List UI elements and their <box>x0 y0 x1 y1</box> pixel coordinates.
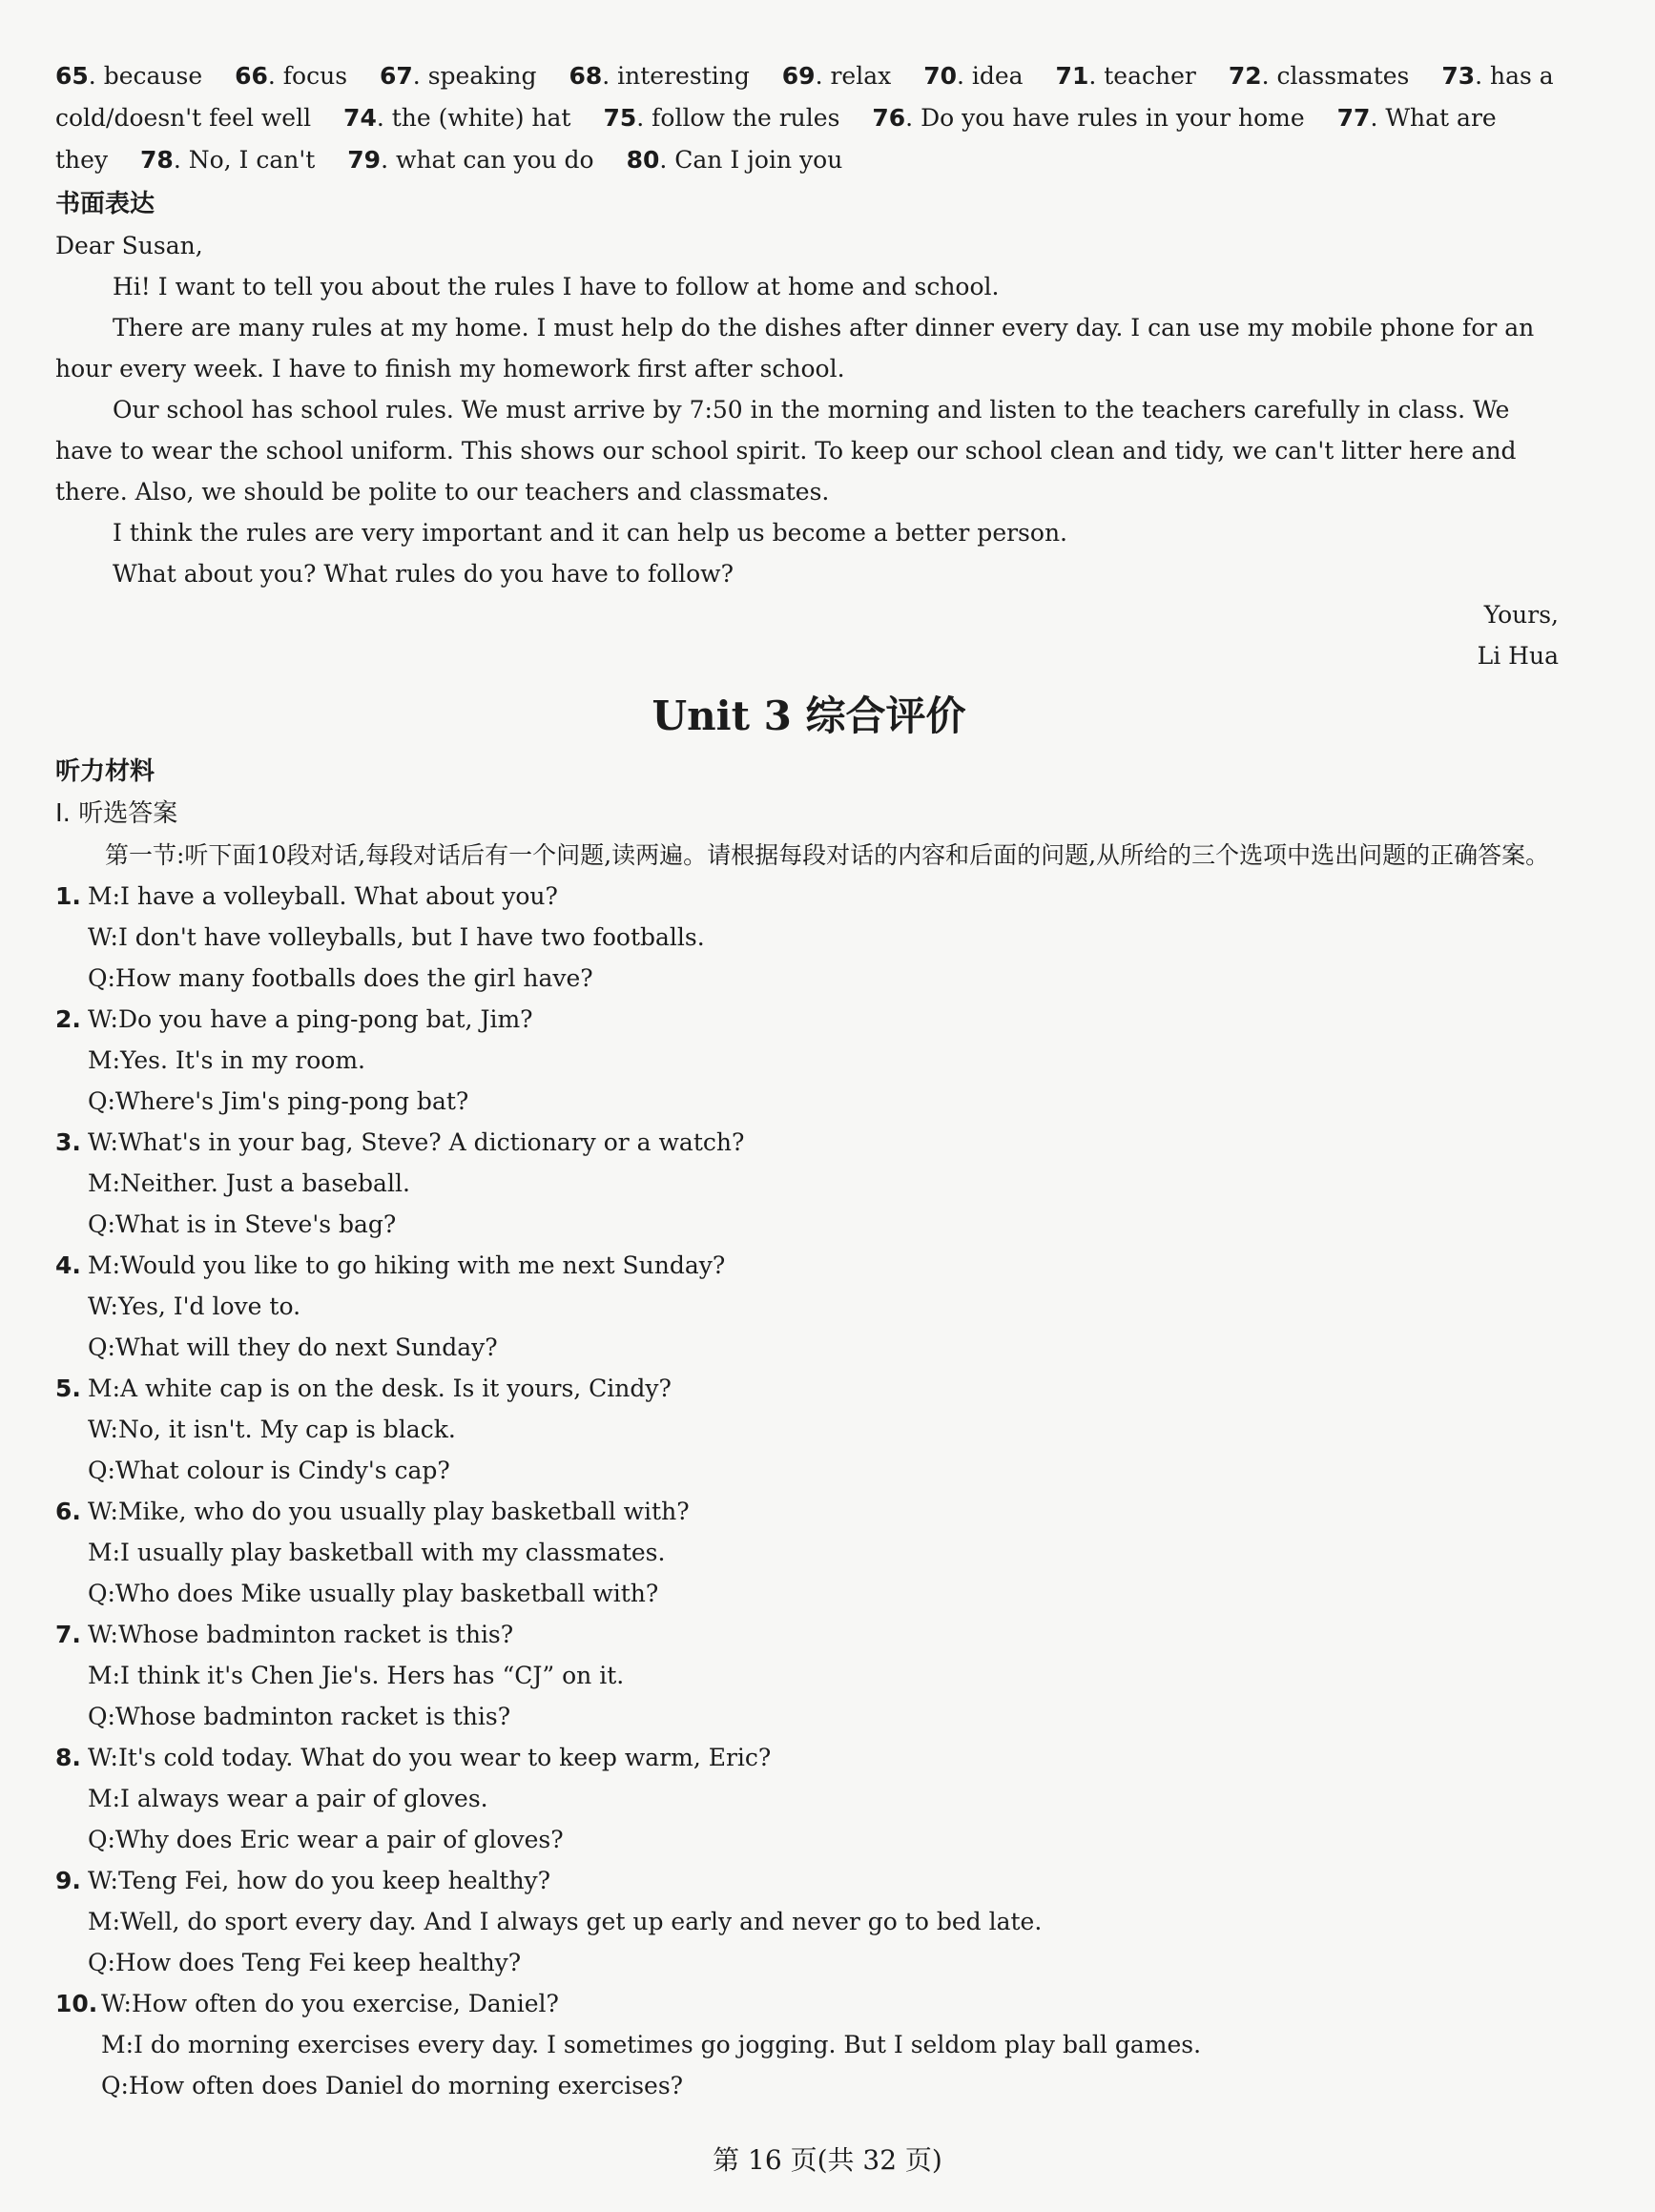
dialogue-question: Q:What colour is Cindy's cap? <box>88 1457 450 1484</box>
dialogue-number: 10. <box>55 1990 98 2017</box>
answer-item: 79. what can you do <box>347 146 594 174</box>
dialogue-line: M:Yes. It's in my room. <box>88 1046 365 1074</box>
answer-item: 65. because <box>55 62 203 90</box>
letter-salutation: Dear Susan, <box>55 232 203 259</box>
dialogue-line: M:I think it's Chen Jie's. Hers has “CJ” on it. <box>88 1662 625 1689</box>
dialogue-line: M:Well, do sport every day. And I always get up early and never go to bed late. <box>88 1908 1043 1935</box>
answer-item: 70. idea <box>923 62 1024 90</box>
dialogue-line: W:No, it isn't. My cap is black. <box>88 1416 456 1443</box>
answer-item: 66. focus <box>235 62 348 90</box>
dialogue-question: Q:Whose badminton racket is this? <box>88 1703 511 1730</box>
dialogue <box>55 1122 1562 1245</box>
answer-item: 71. teacher <box>1055 62 1196 90</box>
dialogue-number: 8. <box>55 1744 81 1771</box>
answer-item: 78. No, I can't <box>140 146 316 174</box>
letter-signature: Li Hua <box>1477 642 1559 670</box>
answer-item: 75. follow the rules <box>603 104 840 132</box>
dialogue-question: Q:What will they do next Sunday? <box>88 1333 498 1361</box>
dialogue-number: 1. <box>55 882 81 910</box>
letter-paragraph: I think the rules are very important and it can help us become a better person. <box>113 519 1067 547</box>
dialogue-question: Q:Where's Jim's ping-pong bat? <box>88 1087 469 1115</box>
dialogue-question: Q:How many footballs does the girl have? <box>88 964 593 992</box>
dialogue-number: 7. <box>55 1621 81 1648</box>
dialogue-line: M:Neither. Just a baseball. <box>88 1169 410 1197</box>
dialogue-line: M:I usually play basketball with my classmates. <box>88 1539 666 1566</box>
dialogue <box>55 1614 1562 1737</box>
dialogue-line: 6. W:Mike, who do you usually play basketball with? <box>55 1491 1562 1532</box>
dialogue-number: 4. <box>55 1251 81 1279</box>
writing-heading: 书面表达 <box>55 190 155 218</box>
dialogue-line: 3. W:What's in your bag, Steve? A dictionary or a watch? <box>55 1122 1562 1163</box>
answer-item: 80. Can I join you <box>626 146 843 174</box>
letter-paragraph: There are many rules at my home. I must help do the dishes after dinner every day. I can use my mobile phone for an hour every week. I have to finish my homework first after school. <box>55 314 1535 382</box>
dialogue <box>55 1245 1562 1368</box>
dialogue-line: 4. M:Would you like to go hiking with me next Sunday? <box>55 1245 1562 1286</box>
dialogue-number: 9. <box>55 1867 81 1894</box>
dialogue <box>55 1491 1562 1614</box>
dialogue <box>55 1737 1562 1860</box>
dialogue <box>55 999 1562 1122</box>
answer-item: 74. the (white) hat <box>343 104 571 132</box>
answer-item: 76. Do you have rules in your home <box>872 104 1305 132</box>
page-content <box>55 55 1562 2106</box>
answer-item: 67. speaking <box>380 62 537 90</box>
listening-heading: 听力材料 <box>55 757 155 786</box>
dialogue-question: Q:How often does Daniel do morning exercises? <box>101 2072 684 2099</box>
dialogue-line: 8. W:It's cold today. What do you wear to keep warm, Eric? <box>55 1737 1562 1778</box>
dialogue-number: 3. <box>55 1128 81 1156</box>
dialogue-question: Q:What is in Steve's bag? <box>88 1210 397 1238</box>
dialogue-number: 5. <box>55 1375 81 1402</box>
dialogue-line: M:I do morning exercises every day. I sometimes go jogging. But I seldom play ball games. <box>101 2031 1202 2058</box>
dialogue <box>55 1860 1562 1983</box>
dialogue-line: 5. M:A white cap is on the desk. Is it yours, Cindy? <box>55 1368 1562 1409</box>
answer-key <box>55 55 1562 181</box>
letter-paragraph: Our school has school rules. We must arrive by 7:50 in the morning and listen to the teachers carefully in class. We have to wear the school uniform. This shows our school spirit. To keep our school clean and tidy, we can't litter here and there. Also, we should be polite to our teachers and classmates. <box>55 396 1517 506</box>
dialogue-line: 10. W:How often do you exercise, Daniel? <box>55 1983 1562 2024</box>
answer-item: 72. classmates <box>1228 62 1410 90</box>
section-instructions: 第一节:听下面10段对话,每段对话后有一个问题,读两遍。请根据每段对话的内容和后面的问题,从所给的三个选项中选出问题的正确答案。 <box>105 841 1550 869</box>
dialogue-line: 2. W:Do you have a ping-pong bat, Jim? <box>55 999 1562 1040</box>
dialogue-line: M:I always wear a pair of gloves. <box>88 1785 488 1812</box>
dialogue-question: Q:Who does Mike usually play basketball with? <box>88 1580 659 1607</box>
unit-title: Unit 3 综合评价 <box>652 693 966 739</box>
dialogue-line: W:I don't have volleyballs, but I have two footballs. <box>88 923 705 951</box>
dialogue-question: Q:Why does Eric wear a pair of gloves? <box>88 1826 564 1853</box>
dialogue <box>55 1983 1562 2106</box>
answer-item: 77. What are they <box>55 104 1497 174</box>
dialogue-number: 2. <box>55 1005 81 1033</box>
dialogue-number: 6. <box>55 1498 81 1525</box>
dialogue-line: W:Yes, I'd love to. <box>88 1292 301 1320</box>
dialogue-line: 7. W:Whose badminton racket is this? <box>55 1614 1562 1655</box>
letter-paragraph: Hi! I want to tell you about the rules I have to follow at home and school. <box>113 273 1000 300</box>
dialogue-line: 1. M:I have a volleyball. What about you? <box>55 876 1562 917</box>
letter-paragraph: What about you? What rules do you have to follow? <box>113 560 734 588</box>
dialogue <box>55 1368 1562 1491</box>
answer-item: 73. has a cold/doesn't feel well <box>55 62 1554 132</box>
answer-item: 68. interesting <box>569 62 750 90</box>
dialogue-line: 9. W:Teng Fei, how do you keep healthy? <box>55 1860 1562 1901</box>
dialogue <box>55 876 1562 999</box>
section-heading: Ⅰ. 听选答案 <box>55 799 178 828</box>
dialogue-question: Q:How does Teng Fei keep healthy? <box>88 1949 522 1976</box>
answer-item: 69. relax <box>781 62 892 90</box>
letter-closing: Yours, <box>1483 601 1559 629</box>
page-footer: 第 16 页(共 32 页) <box>713 2144 942 2176</box>
